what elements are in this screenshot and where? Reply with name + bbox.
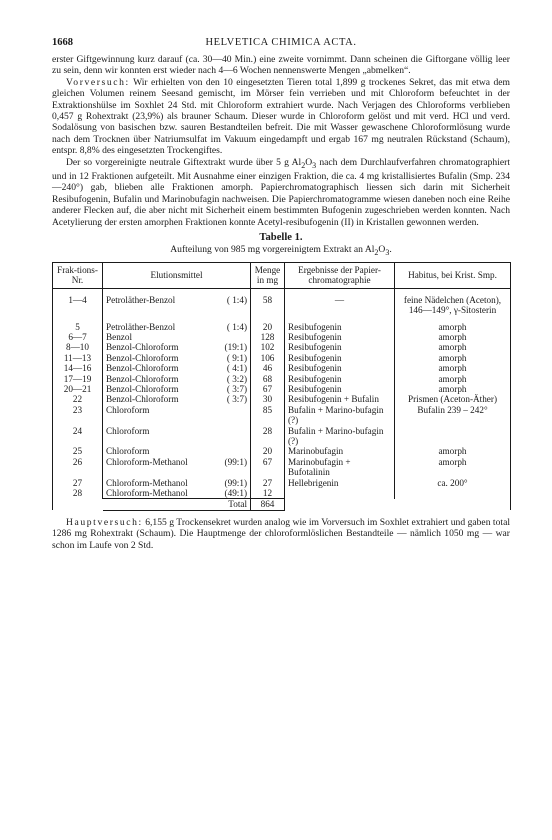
eluent-ratio: ( 1:4) [226, 321, 247, 332]
eluent-wrap [106, 405, 247, 415]
eluent-name: Benzol-Chloroform [106, 383, 179, 394]
cell-ergebnis: Resibufogenin [285, 374, 395, 384]
body-text [52, 54, 510, 228]
cell-menge: 28 [251, 426, 285, 447]
vorversuch-text: Wir erhielten von den 10 eingesetzten Tieren total 1,899 g trockenes Sekret, das mit etwa dem gleichen Volumen reinem Seesand gemischt, im Mörser fein verrieben und mit Chloroform befeuchtet in der Extraktionshülse im Soxhlet 24 Std. mit Chloroform extrahiert wurde. Nach Verjagen des Chloroforms verblieben 0,457 g Rohextrakt (23,9%) als brauner Schaum. Dieser wurde in Chloroform gelöst und mit verd. HCl und verd. Sodalösung von basischen bzw. sauren Bestandteilen befreit. Die mit Wasser gewaschene Chloroformlösung wurde nach dem Trocknen über Natriumsulfat im Vakuum eingedampft und ergab 167 mg neutralen Rückstand (Schaum), entspr. 8,8% des eingesetzten Trockengiftes. [52, 76, 510, 157]
eluent-name: Benzol-Chloroform [106, 342, 179, 353]
cell-habitus: amorph [395, 374, 511, 384]
eluent-wrap [106, 353, 247, 363]
cell-eluent [103, 446, 251, 456]
cell-habitus: Bufalin 239 – 242° [395, 405, 511, 426]
chromatography-text-b: O [305, 156, 313, 168]
cell-nr: 5 [53, 322, 103, 332]
eluent-name: Petroläther-Benzol [106, 321, 176, 332]
header-habitus: Habitus, bei Krist. Smp. [395, 262, 511, 288]
cell-habitus: Prismen (Aceton-Äther) [395, 394, 511, 404]
cell-nr: 26 [53, 457, 103, 478]
cell-menge: 27 [251, 478, 285, 488]
eluent-ratio: ( 9:1) [226, 352, 247, 363]
cell-eluent [103, 363, 251, 373]
cell-nr: 27 [53, 478, 103, 488]
table-subtitle-text-c: . [389, 244, 392, 255]
cell-nr: 20—21 [53, 384, 103, 394]
hauptversuch-section [52, 517, 510, 551]
cell-ergebnis: Resibufogenin [285, 322, 395, 332]
cell-eluent [103, 295, 251, 316]
cell-eluent [103, 426, 251, 447]
table-subtitle-text: Aufteilung von 985 mg vorgereinigtem Extrakt an Al [170, 244, 375, 255]
eluent-wrap [106, 394, 247, 404]
cell-eluent [103, 457, 251, 478]
table-row [53, 405, 511, 426]
cell-menge: 106 [251, 353, 285, 363]
cell-menge: 46 [251, 363, 285, 373]
eluent-name: Petroläther-Benzol [106, 294, 176, 305]
table-row [53, 446, 511, 456]
eluent-ratio: (99:1) [224, 477, 247, 488]
cell-menge: 58 [251, 295, 285, 316]
cell-nr: 22 [53, 394, 103, 404]
cell-nr: 24 [53, 426, 103, 447]
cell-habitus: amorph [395, 457, 511, 478]
paragraph-chromatography [52, 157, 510, 228]
hauptversuch-text: 6,155 g Trockensekret wurden analog wie im Vorversuch im Soxhlet extrahiert und gaben total 1286 mg Rohextrakt (Schaum). Die Hauptmenge der chloroformlöslichen Bestandteile — nämlich 1050 mg — war schon im Laufe von 2 Std. [52, 516, 510, 551]
total-spacer [53, 499, 103, 510]
eluent-name: Chloroform-Methanol [106, 488, 188, 499]
cell-nr: 17—19 [53, 374, 103, 384]
table-header-row [53, 262, 511, 288]
table-row [53, 478, 511, 488]
chromatography-text-c: nach dem Durchlaufverfahren chromatographiert und in 12 Fraktionen aufgeteilt. Mit Ausnahme einer einzigen Fraktion, die ca. 4 mg kristallisiertes Bufalin (Smp. 234—240°) gab, blieben alle Fraktionen amorph. Papierchromatographisch liessen sich darin mit Sicherheit Resibufogenin, Bufalin und Marinobufagin nachweisen. Die Papierchromatogramme wiesen daneben noch eine Reihe anderer Flecken auf, die aber nicht mit Sicherheit einem bestimmten Bufogenin zugeschrieben werden konnten. Nach Acetylierung der ersten amorphen Fraktionen konnte Acetyl-resibufogenin (II) in Kristallen gewonnen werden. [52, 156, 510, 228]
cell-menge: 30 [251, 394, 285, 404]
eluent-name: Chloroform [106, 425, 150, 436]
table-row [53, 426, 511, 447]
cell-menge: 20 [251, 446, 285, 456]
eluent-ratio: ( 3:7) [226, 394, 247, 405]
cell-nr: 11—13 [53, 353, 103, 363]
cell-eluent [103, 342, 251, 352]
table-row [53, 322, 511, 332]
eluent-wrap [106, 488, 247, 498]
cell-ergebnis: Hellebrigenin [285, 478, 395, 488]
cell-nr: 28 [53, 488, 103, 499]
table-title: Tabelle 1. [259, 232, 303, 243]
cell-ergebnis: Marinobufagin + Bufotalinin [285, 457, 395, 478]
eluent-name: Chloroform [106, 446, 150, 457]
cell-habitus: amorph [395, 353, 511, 363]
table-row [53, 374, 511, 384]
page-number: 1668 [52, 37, 73, 48]
cell-ergebnis: — [285, 295, 395, 316]
table-row [53, 488, 511, 499]
cell-ergebnis: Bufalin + Marino-bufagin (?) [285, 426, 395, 447]
page-header [52, 37, 510, 53]
cell-habitus: ca. 200° [395, 478, 511, 488]
table-body [53, 288, 511, 510]
cell-ergebnis: Resibufogenin [285, 332, 395, 342]
table-row [53, 457, 511, 478]
cell-eluent [103, 384, 251, 394]
table-row [53, 384, 511, 394]
page [52, 37, 510, 551]
hauptversuch-label: Hauptversuch: [66, 516, 143, 528]
cell-menge: 102 [251, 342, 285, 352]
header-menge: Menge in mg [251, 262, 285, 288]
cell-eluent [103, 394, 251, 404]
eluent-wrap [106, 446, 247, 456]
cell-nr: 6—7 [53, 332, 103, 342]
cell-eluent [103, 405, 251, 426]
eluent-name: Benzol-Chloroform [106, 394, 179, 405]
total-value: 864 [251, 499, 285, 510]
total-empty [285, 499, 395, 510]
eluent-name: Benzol-Chloroform [106, 373, 179, 384]
cell-eluent [103, 322, 251, 332]
eluent-wrap [106, 363, 247, 373]
cell-habitus: amorph [395, 332, 511, 342]
eluent-wrap [106, 332, 247, 342]
cell-habitus: amorph [395, 384, 511, 394]
total-empty [395, 499, 511, 510]
cell-habitus: amorph [395, 342, 511, 352]
cell-menge: 128 [251, 332, 285, 342]
cell-habitus: amorph [395, 446, 511, 456]
cell-eluent [103, 332, 251, 342]
cell-nr: 25 [53, 446, 103, 456]
cell-ergebnis: Resibufogenin [285, 353, 395, 363]
table-subtitle [52, 244, 510, 258]
table-row [53, 295, 511, 316]
paragraph-1: erster Giftgewinnung kurz darauf (ca. 30—40 Min.) eine zweite vornimmt. Dann scheinen die Giftorgane völlig leer zu sein, denn wir konnten erst wieder nach 4—6 Wochen nennenswerte Mengen „abmelken“. [52, 54, 510, 77]
cell-nr: 23 [53, 405, 103, 426]
eluent-wrap [106, 384, 247, 394]
eluent-wrap [106, 322, 247, 332]
cell-menge: 67 [251, 457, 285, 478]
table-row [53, 363, 511, 373]
eluent-name: Chloroform-Methanol [106, 477, 188, 488]
table-subtitle-text-b: O [378, 244, 386, 255]
chromatography-text-a: Der so vorgereinigte neutrale Giftextrakt wurde über 5 g Al [66, 156, 302, 168]
cell-ergebnis: Marinobufagin [285, 446, 395, 456]
cell-nr: 1—4 [53, 295, 103, 316]
header-nr: Frak-tions-Nr. [53, 262, 103, 288]
journal-title: HELVETICA CHIMICA ACTA. [205, 37, 357, 48]
subscript: 3 [385, 247, 390, 257]
cell-habitus [395, 426, 511, 447]
subscript: 2 [374, 247, 379, 257]
eluent-name: Chloroform-Methanol [106, 456, 188, 467]
cell-eluent [103, 488, 251, 499]
total-row [53, 499, 511, 510]
eluent-ratio: ( 1:4) [226, 294, 247, 305]
table-row [53, 353, 511, 363]
eluent-wrap [106, 374, 247, 384]
vorversuch-label: Vorversuch: [66, 76, 130, 88]
table-row [53, 332, 511, 342]
cell-nr: 8—10 [53, 342, 103, 352]
eluent-ratio: (99:1) [224, 456, 247, 467]
cell-menge: 12 [251, 488, 285, 499]
eluent-name: Benzol [106, 331, 133, 342]
cell-habitus [395, 488, 511, 499]
eluent-ratio: ( 4:1) [226, 363, 247, 374]
fraction-table [52, 262, 511, 511]
eluent-wrap [106, 295, 247, 305]
cell-ergebnis: Resibufogenin + Bufalin [285, 394, 395, 404]
cell-ergebnis: Resibufogenin [285, 363, 395, 373]
paragraph-hauptversuch [52, 517, 510, 551]
table-row [53, 394, 511, 404]
cell-ergebnis: Resibufogenin [285, 342, 395, 352]
eluent-wrap [106, 342, 247, 352]
eluent-wrap [106, 478, 247, 488]
header-eluent: Elutionsmittel [103, 262, 251, 288]
cell-ergebnis [285, 488, 395, 499]
cell-ergebnis: Resibufogenin [285, 384, 395, 394]
subscript: 3 [312, 160, 317, 170]
paragraph-vorversuch [52, 77, 510, 157]
cell-eluent [103, 353, 251, 363]
cell-eluent [103, 478, 251, 488]
eluent-wrap [106, 426, 247, 436]
table-row [53, 342, 511, 352]
eluent-name: Chloroform [106, 404, 150, 415]
cell-habitus: amorph [395, 322, 511, 332]
cell-ergebnis: Bufalin + Marino-bufagin (?) [285, 405, 395, 426]
total-label: Total [103, 499, 251, 510]
subscript: 2 [301, 160, 306, 170]
eluent-ratio: ( 3:2) [226, 373, 247, 384]
cell-habitus: feine Nädelchen (Aceton), 146—149°, γ-Sitosterin [395, 295, 511, 316]
eluent-ratio: ( 3:7) [226, 383, 247, 394]
cell-menge: 20 [251, 322, 285, 332]
cell-habitus: amorph [395, 363, 511, 373]
header-ergebnisse: Ergebnisse der Papier-chromatographie [285, 262, 395, 288]
cell-menge: 68 [251, 374, 285, 384]
cell-menge: 85 [251, 405, 285, 426]
eluent-name: Benzol-Chloroform [106, 363, 179, 374]
cell-menge: 67 [251, 384, 285, 394]
eluent-wrap [106, 457, 247, 467]
eluent-name: Benzol-Chloroform [106, 352, 179, 363]
eluent-ratio: (49:1) [224, 488, 247, 499]
cell-nr: 14—16 [53, 363, 103, 373]
cell-eluent [103, 374, 251, 384]
eluent-ratio: (19:1) [224, 342, 247, 353]
